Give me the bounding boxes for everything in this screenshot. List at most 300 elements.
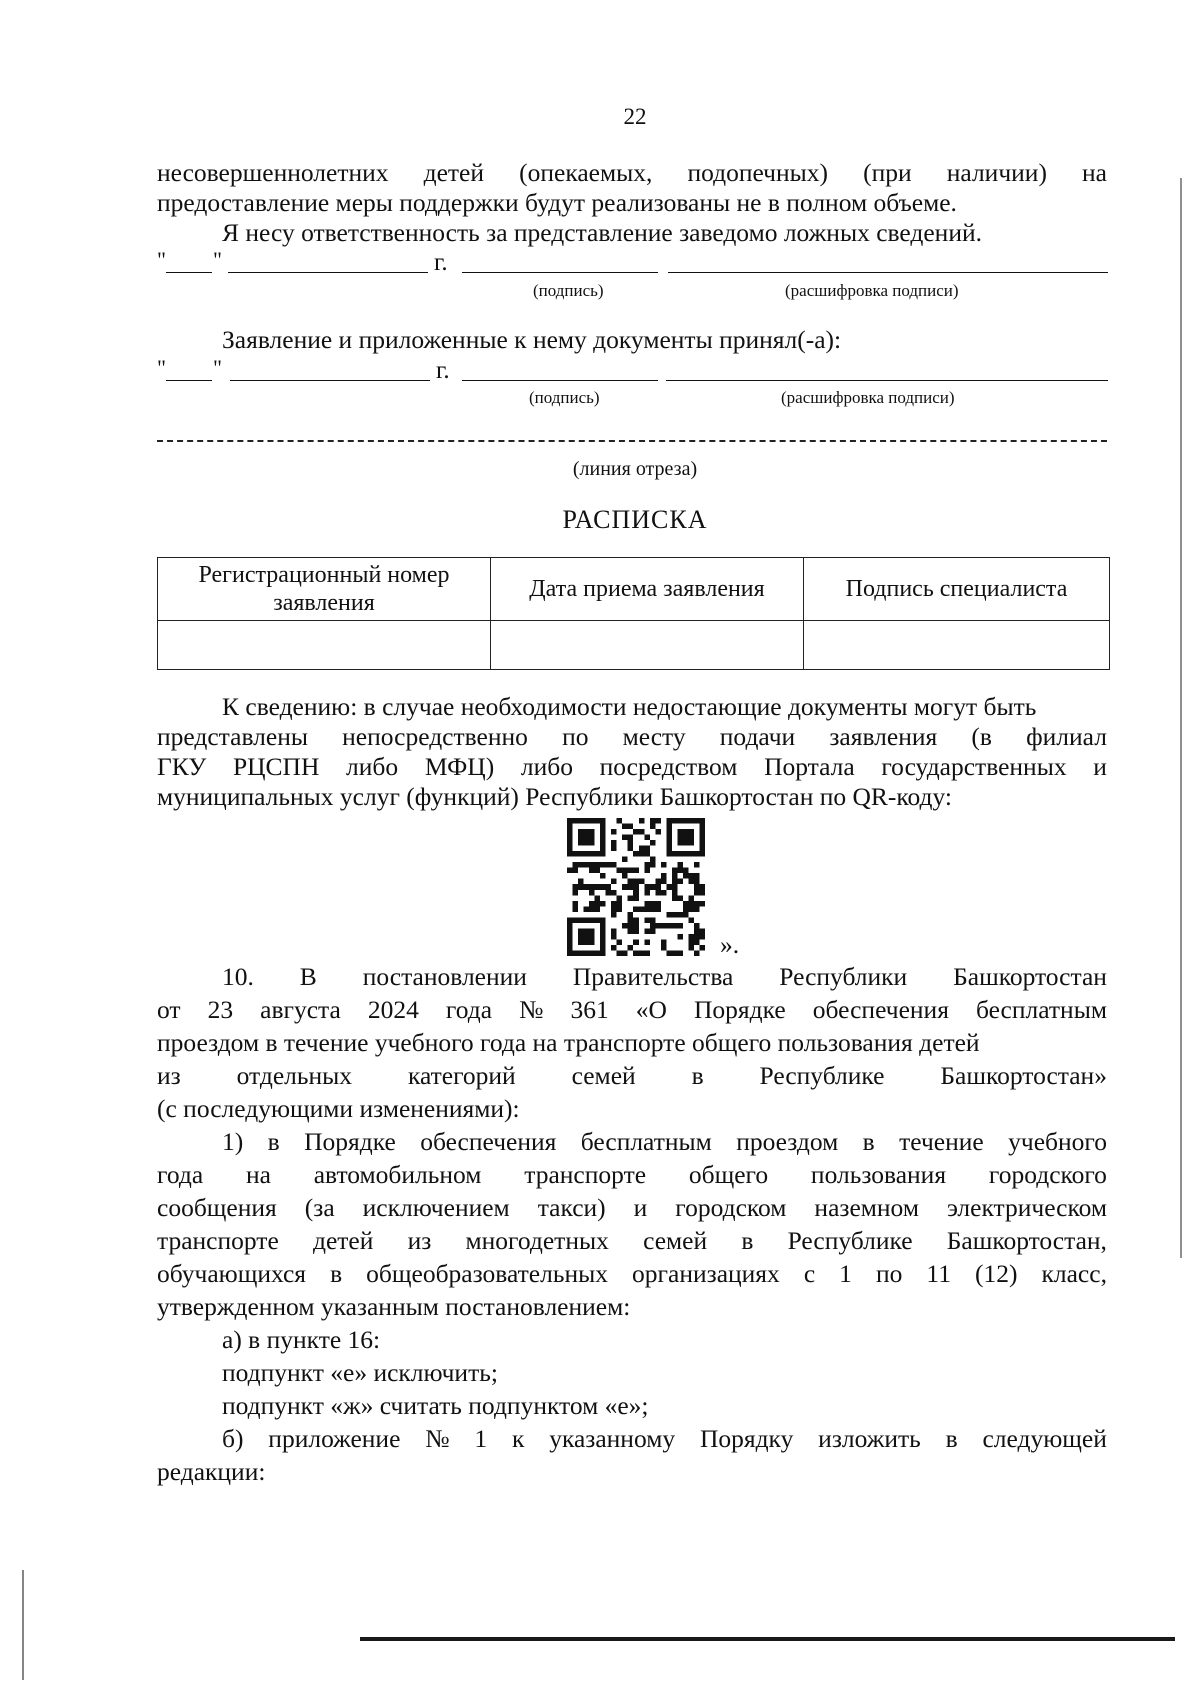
qr-module: [589, 884, 595, 890]
qr-module: [589, 851, 595, 857]
word: Башкортостан: [953, 962, 1107, 991]
qr-module: [567, 846, 573, 852]
qr-module: [606, 890, 612, 896]
qr-module: [672, 912, 678, 918]
qr-module: [589, 890, 595, 896]
qr-module: [567, 868, 573, 874]
qr-module: [683, 840, 689, 846]
word: 10.: [222, 962, 254, 991]
qr-module: [683, 912, 689, 918]
qr-module: [617, 939, 623, 945]
qr-module: [578, 829, 584, 835]
qr-module: [584, 835, 590, 841]
qr-module: [699, 840, 705, 846]
qr-module: [589, 868, 595, 874]
qr-module: [639, 906, 645, 912]
scan-edge-line-right: [1180, 178, 1182, 1258]
word: 1): [222, 1127, 244, 1156]
word: отдельных: [236, 1061, 353, 1090]
qr-module: [683, 851, 689, 857]
qr-module: [699, 829, 705, 835]
item-1-line-5: [157, 1259, 1107, 1289]
qr-module: [578, 879, 584, 885]
qr-module: [633, 829, 639, 835]
qr-module: [688, 895, 694, 901]
qr-module: [611, 934, 617, 940]
qr-module: [650, 928, 656, 934]
qr-module: [677, 934, 683, 940]
qr-module: [617, 901, 623, 907]
qr-module: [600, 950, 606, 956]
qr-module: [600, 840, 606, 846]
qr-module: [639, 846, 645, 852]
section-10-line-2: [157, 995, 1107, 1025]
word: года: [445, 995, 493, 1024]
qr-module: [699, 846, 705, 852]
intro-line-2: предоставление меры поддержки будут реализованы не в полном объеме.: [157, 188, 957, 217]
word: указанному: [549, 1424, 676, 1453]
qr-module: [694, 906, 700, 912]
qr-module: [639, 879, 645, 885]
item-1-line-1: [222, 1127, 1107, 1157]
qr-module: [611, 829, 617, 835]
word: месту: [622, 722, 686, 751]
qr-module: [600, 818, 606, 824]
qr-module: [644, 939, 650, 945]
word: непосредственно: [342, 722, 528, 751]
word: организациях: [632, 1259, 780, 1288]
notice-line-1: К сведению: в случае необходимости недостающие документы могут быть: [222, 692, 1037, 721]
word: августа: [260, 995, 341, 1024]
qr-module: [578, 934, 584, 940]
qr-module: [611, 912, 617, 918]
qr-module: [573, 818, 579, 824]
qr-module: [633, 868, 639, 874]
qr-module: [595, 906, 601, 912]
qr-module: [672, 873, 678, 879]
word: несовершеннолетних: [157, 158, 389, 187]
word: многодетных: [465, 1226, 609, 1255]
qr-module: [644, 884, 650, 890]
qr-module: [677, 835, 683, 841]
qr-module: [683, 818, 689, 824]
year-suffix: г.: [434, 249, 448, 276]
qr-module: [666, 846, 672, 852]
qr-module: [644, 890, 650, 896]
qr-module: [567, 840, 573, 846]
qr-module: [578, 917, 584, 923]
qr-module: [661, 923, 667, 929]
qr-module: [589, 835, 595, 841]
word: бесплатным: [975, 995, 1107, 1024]
word: Портала: [764, 752, 855, 781]
qr-module: [666, 851, 672, 857]
sub-item-a-title: а) в пункте 16:: [222, 1325, 381, 1354]
qr-module: [600, 873, 606, 879]
qr-module: [683, 873, 689, 879]
word: посредством: [599, 752, 738, 781]
decoding-caption: (расшифровка подписи): [781, 388, 955, 407]
qr-module: [644, 851, 650, 857]
qr-module: [677, 912, 683, 918]
word: проездом: [736, 1127, 839, 1156]
word: б): [222, 1424, 244, 1453]
qr-module: [633, 895, 639, 901]
qr-module: [584, 862, 590, 868]
qr-module: [611, 890, 617, 896]
word: от: [157, 995, 181, 1024]
qr-module: [644, 917, 650, 923]
qr-module: [699, 934, 705, 940]
column-header-acceptance-date: Дата приема заявления: [491, 558, 804, 621]
word: 11: [926, 1259, 951, 1288]
word: автомобильном: [313, 1160, 482, 1189]
column-header-registration-number: Регистрационный номер заявления: [158, 558, 491, 621]
word: по: [562, 722, 589, 751]
qr-module: [622, 950, 628, 956]
word: пользования: [810, 1160, 947, 1189]
qr-module: [650, 840, 656, 846]
day-field-line: [166, 272, 212, 273]
qr-closing-quote: ».: [720, 930, 740, 959]
date-quote-close: ": [213, 355, 222, 380]
qr-module: [584, 906, 590, 912]
word: подопечных): [687, 158, 829, 187]
qr-module: [650, 906, 656, 912]
qr-module: [661, 939, 667, 945]
qr-module: [655, 890, 661, 896]
word: такси): [537, 1193, 606, 1222]
word: по: [875, 1259, 903, 1288]
word: «О: [635, 995, 667, 1024]
qr-module: [628, 917, 634, 923]
qr-module: [600, 829, 606, 835]
qr-module: [633, 906, 639, 912]
qr-module: [617, 950, 623, 956]
qr-module: [688, 835, 694, 841]
signature-field-line: [462, 272, 658, 273]
item-1-line-4: [157, 1226, 1107, 1256]
qr-module: [600, 851, 606, 857]
word: в: [330, 1259, 343, 1288]
word: Порядке: [304, 1127, 396, 1156]
word: представлены: [157, 722, 308, 751]
qr-module: [694, 879, 700, 885]
qr-module: [672, 879, 678, 885]
qr-module: [567, 818, 573, 824]
word: в: [862, 1127, 875, 1156]
notice-line-2: [157, 722, 1107, 752]
qr-module: [650, 901, 656, 907]
qr-module: [699, 890, 705, 896]
word: на: [245, 1160, 271, 1189]
decoding-caption: (расшифровка подписи): [785, 281, 959, 300]
qr-module: [661, 879, 667, 885]
column-header-specialist-signature: Подпись специалиста: [804, 558, 1110, 621]
qr-module: [699, 824, 705, 830]
word: из: [157, 1061, 181, 1090]
word: и: [633, 1193, 648, 1222]
word: приложение: [268, 1424, 401, 1453]
qr-module: [699, 851, 705, 857]
word: транспорте: [524, 1160, 647, 1189]
qr-module: [606, 884, 612, 890]
qr-module: [677, 840, 683, 846]
word: обучающихся: [157, 1259, 307, 1288]
qr-module: [628, 945, 634, 951]
word: 1: [839, 1259, 852, 1288]
qr-module: [611, 862, 617, 868]
qr-module: [633, 917, 639, 923]
qr-module: [666, 950, 672, 956]
qr-module: [644, 835, 650, 841]
item-1-line-2: [157, 1160, 1107, 1190]
word: наземном: [814, 1193, 919, 1222]
word: общеобразовательных: [366, 1259, 609, 1288]
qr-module: [694, 873, 700, 879]
qr-module: [688, 917, 694, 923]
qr-module: [666, 835, 672, 841]
qr-module: [578, 950, 584, 956]
qr-module: [567, 945, 573, 951]
qr-module: [661, 873, 667, 879]
qr-module: [661, 890, 667, 896]
qr-module: [611, 840, 617, 846]
word: учебного: [1008, 1127, 1107, 1156]
qr-module: [694, 939, 700, 945]
qr-module: [655, 884, 661, 890]
qr-module: [611, 945, 617, 951]
qr-module: [655, 818, 661, 824]
qr-module: [633, 950, 639, 956]
qr-module: [672, 884, 678, 890]
qr-module: [628, 884, 634, 890]
registration-number-cell: [158, 621, 491, 670]
qr-module: [639, 950, 645, 956]
qr-module: [606, 862, 612, 868]
specialist-signature-cell: [804, 621, 1110, 670]
qr-module: [683, 901, 689, 907]
qr-module: [595, 884, 601, 890]
word: семей: [643, 1226, 708, 1255]
qr-module: [584, 829, 590, 835]
date-quote-close: ": [213, 247, 222, 272]
accepted-statement: Заявление и приложенные к нему документы принял(-а):: [222, 325, 842, 354]
qr-module: [567, 824, 573, 830]
qr-module: [578, 928, 584, 934]
word: на: [1082, 158, 1107, 187]
qr-module: [699, 945, 705, 951]
qr-module: [573, 950, 579, 956]
qr-module: [584, 818, 590, 824]
qr-module: [644, 901, 650, 907]
sub-item-b-line-2: редакции:: [157, 1457, 266, 1486]
qr-module: [650, 818, 656, 824]
qr-module: [628, 846, 634, 852]
qr-module: [595, 917, 601, 923]
qr-module: [633, 923, 639, 929]
word: к: [511, 1424, 525, 1453]
receipt-empty-row: [158, 621, 1110, 670]
qr-module: [617, 895, 623, 901]
qr-module: [584, 840, 590, 846]
qr-module: [589, 862, 595, 868]
qr-module: [688, 851, 694, 857]
word: (в: [971, 722, 992, 751]
qr-module: [677, 879, 683, 885]
qr-module: [622, 835, 628, 841]
qr-module: [617, 868, 623, 874]
qr-module: [611, 846, 617, 852]
word: Башкортостан»: [940, 1061, 1107, 1090]
qr-module: [595, 818, 601, 824]
qr-module: [677, 862, 683, 868]
word: изложить: [818, 1424, 921, 1453]
item-1-line-6: утвержденном указанным постановлением:: [157, 1292, 631, 1321]
qr-module: [622, 873, 628, 879]
word: детей: [423, 158, 485, 187]
qr-module: [677, 829, 683, 835]
qr-module: [573, 890, 579, 896]
qr-module: [578, 818, 584, 824]
qr-module: [628, 895, 634, 901]
qr-module: [611, 879, 617, 885]
word: течение: [899, 1127, 984, 1156]
qr-module: [677, 868, 683, 874]
section-10-line-5: (с последующими изменениями):: [157, 1094, 520, 1123]
year-suffix: г.: [436, 357, 450, 384]
qr-module: [628, 868, 634, 874]
qr-module: [595, 868, 601, 874]
receipt-title: РАСПИСКА: [562, 505, 708, 534]
qr-module: [600, 917, 606, 923]
page-number: 22: [623, 104, 647, 129]
item-1-line-3: [157, 1193, 1107, 1223]
qr-module: [595, 862, 601, 868]
qr-module: [611, 928, 617, 934]
qr-module: [589, 939, 595, 945]
cut-line-label: (линия отреза): [572, 458, 698, 480]
qr-module: [600, 884, 606, 890]
word: №: [425, 1424, 450, 1453]
qr-module: [622, 857, 628, 863]
word: (за: [304, 1193, 335, 1222]
qr-module: [694, 934, 700, 940]
qr-module: [573, 851, 579, 857]
qr-module: [644, 862, 650, 868]
qr-module: [694, 890, 700, 896]
word: постановлении: [362, 962, 527, 991]
word: государственных: [881, 752, 1067, 781]
qr-module: [677, 851, 683, 857]
signature-caption: (подпись): [533, 281, 604, 300]
word: городском: [675, 1193, 787, 1222]
qr-module: [584, 851, 590, 857]
sub-item-a-line-1: подпункт «е» исключить;: [222, 1358, 498, 1387]
notice-line-3: [157, 752, 1107, 782]
word: 23: [207, 995, 234, 1024]
qr-module: [688, 939, 694, 945]
qr-module: [567, 917, 573, 923]
word: либо: [520, 752, 573, 781]
date-quote-open: ": [157, 355, 166, 380]
qr-module: [584, 928, 590, 934]
qr-code-image[interactable]: [567, 818, 705, 956]
word: филиал: [1026, 722, 1107, 751]
word: Республике: [787, 1226, 913, 1255]
qr-module: [617, 906, 623, 912]
qr-module: [584, 950, 590, 956]
word: в: [267, 1127, 280, 1156]
qr-module: [644, 950, 650, 956]
word: В: [299, 962, 317, 991]
word: РЦСПН: [232, 752, 320, 781]
qr-module: [567, 939, 573, 945]
qr-module: [688, 873, 694, 879]
qr-module: [699, 901, 705, 907]
word: обеспечения: [812, 995, 949, 1024]
signature-field-line: [462, 380, 658, 381]
word: в: [691, 1061, 704, 1090]
acceptance-date-cell: [491, 621, 804, 670]
qr-module: [628, 923, 634, 929]
qr-module: [600, 835, 606, 841]
qr-module: [567, 829, 573, 835]
qr-module: [589, 934, 595, 940]
word: Правительства: [572, 962, 734, 991]
word: обеспечения: [420, 1127, 557, 1156]
word: в: [945, 1424, 958, 1453]
qr-module: [650, 923, 656, 929]
qr-module: [578, 939, 584, 945]
qr-module: [694, 862, 700, 868]
qr-module: [661, 862, 667, 868]
word: Республики: [779, 962, 908, 991]
word: транспорте: [157, 1226, 279, 1255]
qr-module: [655, 901, 661, 907]
qr-module: [694, 950, 700, 956]
qr-module: [644, 906, 650, 912]
qr-module: [650, 917, 656, 923]
word: бесплатным: [580, 1127, 712, 1156]
qr-module: [666, 923, 672, 929]
qr-module: [600, 846, 606, 852]
qr-module: [699, 884, 705, 890]
qr-module: [628, 824, 634, 830]
qr-module: [578, 840, 584, 846]
section-10-line-4: [157, 1061, 1107, 1091]
qr-module: [617, 818, 623, 824]
qr-module: [666, 884, 672, 890]
qr-module: [589, 829, 595, 835]
word: Порядке: [694, 995, 786, 1024]
qr-module: [683, 906, 689, 912]
qr-module: [677, 818, 683, 824]
qr-module: [600, 824, 606, 830]
qr-module: [677, 950, 683, 956]
qr-module: [595, 851, 601, 857]
qr-module: [567, 835, 573, 841]
qr-module: [633, 939, 639, 945]
qr-module: [639, 851, 645, 857]
qr-module: [633, 928, 639, 934]
signature-caption: (подпись): [529, 388, 600, 407]
qr-module: [688, 934, 694, 940]
sub-item-a-line-2: подпункт «ж» считать подпунктом «е»;: [222, 1391, 649, 1420]
qr-module: [584, 917, 590, 923]
qr-module: [666, 829, 672, 835]
word: из: [407, 1226, 432, 1255]
